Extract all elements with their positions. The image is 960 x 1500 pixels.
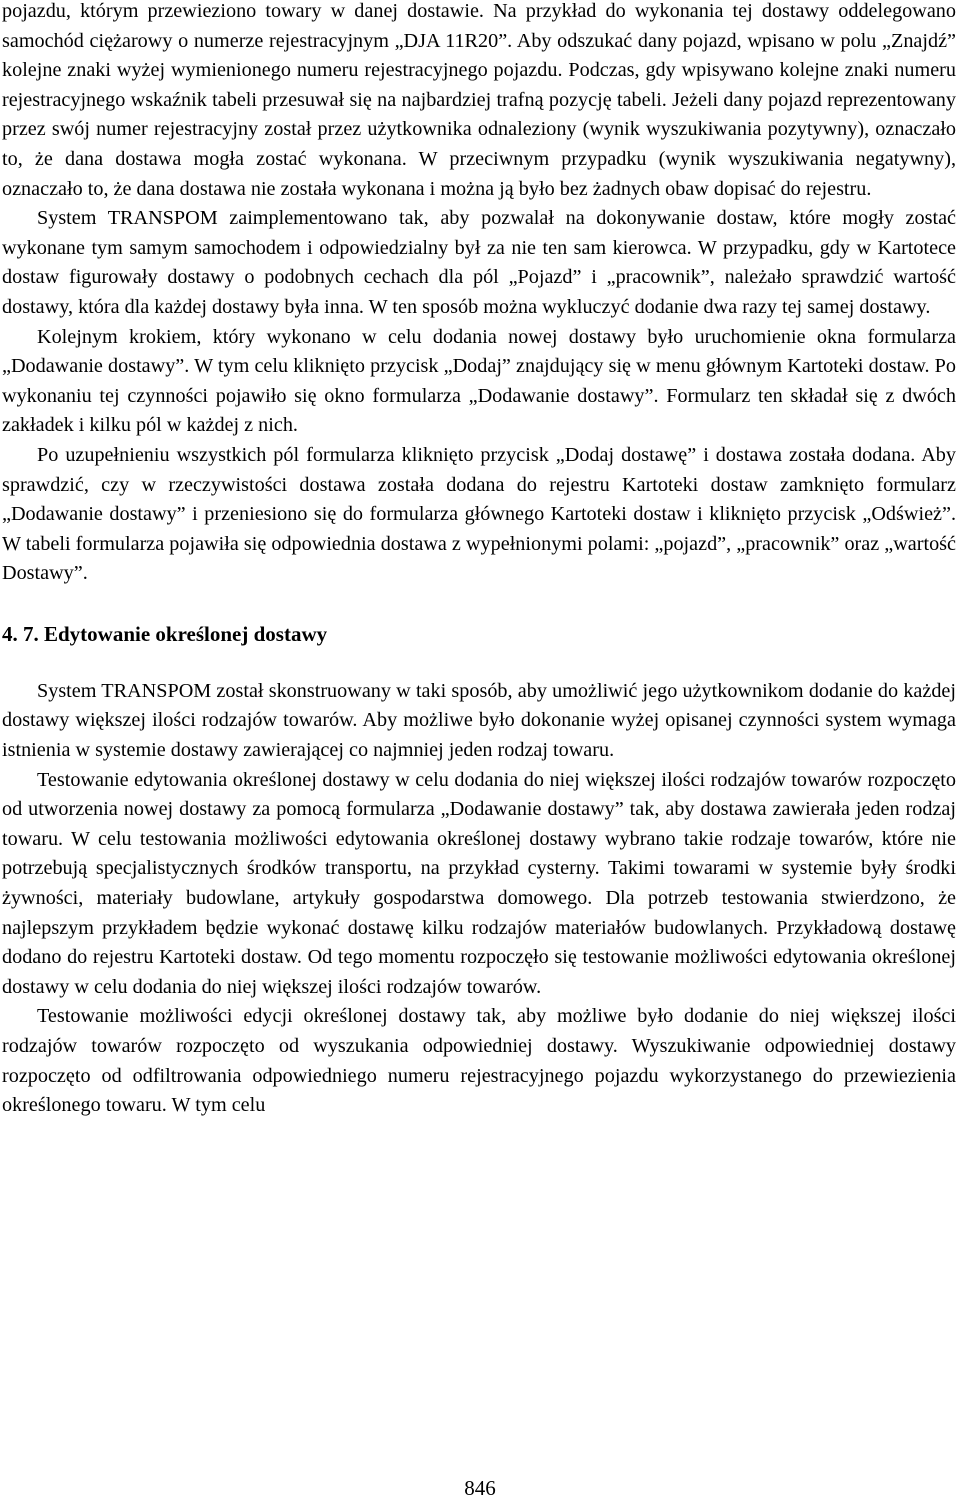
paragraph-vehicle-search: pojazdu, którym przewieziono towary w danej dostawie. Na przykład do wykonania tej dostawy oddelegowano samochód ciężarowy o numerze rejestracyjnym „DJA 11R20”. Aby odszukać dany pojazd, wpisano w polu „Znajdź” kolejne znaki wyżej wymienionego numeru rejestracyjnego pojazdu. Podczas, gdy wpisywano kolejne znaki numeru rejestracyjnego wskaźnik tabeli przesuwał się na najbardziej trafną pozycję tabeli. Jeżeli dany pojazd reprezentowany przez swój numer rejestracyjny został przez użytkownika odnaleziony (wynik wyszukiwania pozytywny), oznaczało to, że dana dostawa mogła zostać wykonana. W przeciwnym przypadku (wynik wyszukiwania negatywny), oznaczało to, że dana dostawa nie została wykonana i można ją było bez żadnych obaw dopisać do rejestru. <box>2 0 956 200</box>
section-heading: 4. 7. Edytowanie określonej dostawy <box>2 621 328 646</box>
paragraph-edit-testing: Testowanie edytowania określonej dostawy w celu dodania do niej większej ilości rodzajów towarów rozpoczęto od utworzenia nowej dostawy za pomocą formularza „Dodawanie dostawy” tak, aby dostawa zawierała jeden rodzaj towaru. W celu testowania możliwości edytowania określonej dostawy wybrano takie rodzaje towarów, które nie potrzebują specjalistycznych środków transportu, na przykład cysterny. Takimi towarami w systemie były środki żywności, materiały budowlane, artykuły gospodarstwa domowego. Dla potrzeb testowania stwierdzono, że najlepszym przykładem będzie wykonać dostawę kilku rodzajów materiałów budowlanych. Przykładową dostawę dodano do rejestru Kartoteki dostaw. Od tego momentu rozpoczęło się testowanie możliwości edytowania określonej dostawy w celu dodania do niej większej ilości rodzajów towarów. <box>2 768 956 998</box>
paragraph-same-vehicle: System TRANSPOM zaimplementowano tak, aby pozwalał na dokonywanie dostaw, które mogły zostać wykonane tym samym samochodem i odpowiedzialny był za nie ten sam kierowca. W przypadku, gdy w Kartotece dostaw figurowały dostawy o podobnych cechach dla pól „Pojazd” i „pracownik”, należało sprawdzić wartość dostawy, która dla każdej dostawy była inna. W ten sposób można wykluczyć dodanie dwa razy tej samej dostawy. <box>2 207 956 318</box>
paragraph-delivery-added: Po uzupełnieniu wszystkich pól formularza kliknięto przycisk „Dodaj dostawę” i dostawa została dodana. Aby sprawdzić, czy w rzeczywistości dostawa została dodana do rejestru Kartoteki dostaw zamknięto formularz „Dodawanie dostawy” i przeniesiono się do formularza głównego Kartoteki dostaw i kliknięto przycisk „Odśwież”. W tabeli formularza pojawiła się odpowiednia dostawa z wypełnionymi polami: „pojazd”, „pracownik” oraz „wartość Dostawy”. <box>2 443 956 585</box>
paragraph-edit-search: Testowanie możliwości edycji określonej dostawy tak, aby możliwe było dodanie do niej większej ilości rodzajów towarów rozpoczęto od wyszukania odpowiedniej dostawy. Wyszukiwanie odpowiedniej dostawy rozpoczęto od odfiltrowania odpowiedniego numeru rejestracyjnego pojazdu wykorzystanego do przewiezienia określonego towaru. W tym celu <box>2 1005 956 1117</box>
page-number: 846 <box>464 1476 496 1500</box>
paragraph-add-delivery-form: Kolejnym krokiem, który wykonano w celu dodania nowej dostawy było uruchomienie okna formularza „Dodawanie dostawy”. W tym celu kliknięto przycisk „Dodaj” znajdujący się w menu głównym Kartoteki dostaw. Po wykonaniu tej czynności pojawiło się okno formularza „Dodawanie dostawy”. Formularz ten składał się z dwóch zakładek i kilku pól w każdej z nich. <box>2 325 956 437</box>
paragraph-system-design: System TRANSPOM został skonstruowany w taki sposób, aby umożliwić jego użytkownikom dodanie do każdej dostawy większej ilości rodzajów towarów. Aby możliwe było dokonanie wyżej opisanej czynności system wymaga istnienia w systemie dostawy zawierającej co najmniej jeden rodzaj towaru. <box>2 679 956 762</box>
